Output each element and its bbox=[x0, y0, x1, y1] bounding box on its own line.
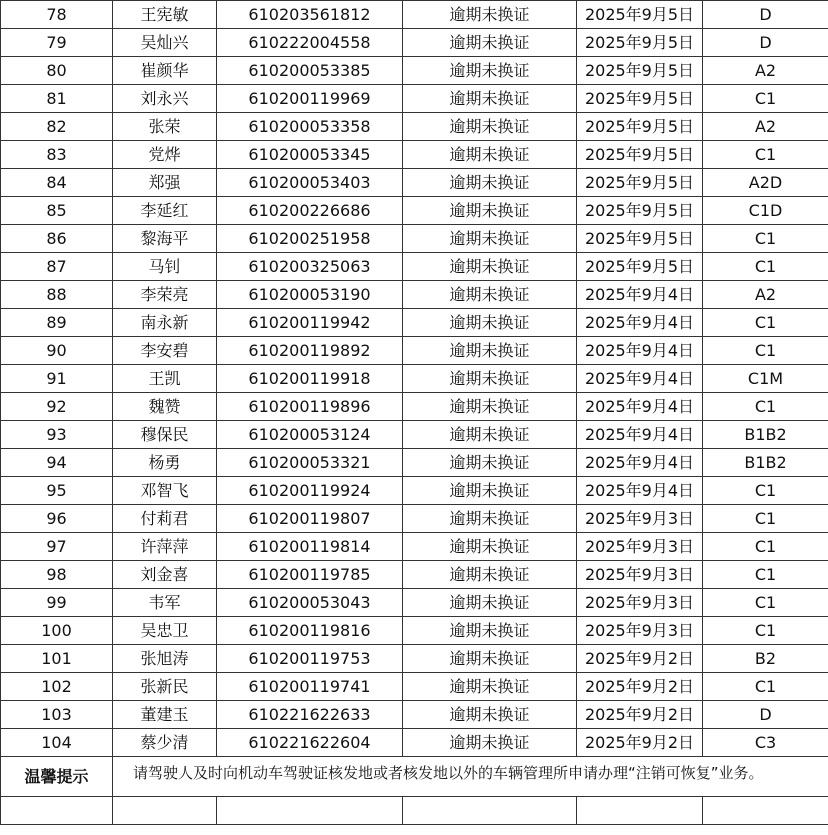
table-row bbox=[1, 421, 828, 449]
name-cell: 吴灿兴 bbox=[113, 29, 217, 57]
notice-title: 温馨提示 bbox=[1, 757, 113, 797]
vehicle-class-cell: A2D bbox=[703, 169, 828, 197]
license-number-cell: 610200119816 bbox=[217, 617, 403, 645]
table-row bbox=[1, 365, 828, 393]
license-number-cell: 610221622633 bbox=[217, 701, 403, 729]
table-row bbox=[1, 1, 828, 29]
table-row bbox=[1, 393, 828, 421]
vehicle-class-cell: C1 bbox=[703, 617, 828, 645]
status-cell: 逾期未换证 bbox=[403, 701, 577, 729]
table-row bbox=[1, 197, 828, 225]
date-cell: 2025年9月3日 bbox=[577, 617, 703, 645]
tail-cell bbox=[703, 797, 828, 825]
vehicle-class-cell: C1 bbox=[703, 533, 828, 561]
date-cell: 2025年9月2日 bbox=[577, 673, 703, 701]
table-row bbox=[1, 57, 828, 85]
date-cell: 2025年9月4日 bbox=[577, 477, 703, 505]
tail-cell bbox=[217, 797, 403, 825]
license-number-cell: 610200053043 bbox=[217, 589, 403, 617]
license-number-cell: 610200119918 bbox=[217, 365, 403, 393]
seq-cell: 91 bbox=[1, 365, 113, 393]
name-cell: 董建玉 bbox=[113, 701, 217, 729]
name-cell: 李荣亮 bbox=[113, 281, 217, 309]
table-row bbox=[1, 169, 828, 197]
status-cell: 逾期未换证 bbox=[403, 1, 577, 29]
status-cell: 逾期未换证 bbox=[403, 29, 577, 57]
table-row bbox=[1, 337, 828, 365]
status-cell: 逾期未换证 bbox=[403, 673, 577, 701]
name-cell: 南永新 bbox=[113, 309, 217, 337]
date-cell: 2025年9月5日 bbox=[577, 197, 703, 225]
vehicle-class-cell: B1B2 bbox=[703, 421, 828, 449]
date-cell: 2025年9月2日 bbox=[577, 729, 703, 757]
status-cell: 逾期未换证 bbox=[403, 57, 577, 85]
license-number-cell: 610200119814 bbox=[217, 533, 403, 561]
status-cell: 逾期未换证 bbox=[403, 85, 577, 113]
date-cell: 2025年9月4日 bbox=[577, 309, 703, 337]
table-row bbox=[1, 253, 828, 281]
date-cell: 2025年9月3日 bbox=[577, 561, 703, 589]
table-row bbox=[1, 589, 828, 617]
license-number-cell: 610200119924 bbox=[217, 477, 403, 505]
name-cell: 刘永兴 bbox=[113, 85, 217, 113]
name-cell: 付莉君 bbox=[113, 505, 217, 533]
license-number-cell: 610200119741 bbox=[217, 673, 403, 701]
name-cell: 杨勇 bbox=[113, 449, 217, 477]
date-cell: 2025年9月5日 bbox=[577, 29, 703, 57]
date-cell: 2025年9月5日 bbox=[577, 113, 703, 141]
license-number-cell: 610200119896 bbox=[217, 393, 403, 421]
seq-cell: 80 bbox=[1, 57, 113, 85]
name-cell: 张旭涛 bbox=[113, 645, 217, 673]
license-number-cell: 610200119753 bbox=[217, 645, 403, 673]
date-cell: 2025年9月3日 bbox=[577, 589, 703, 617]
license-number-cell: 610203561812 bbox=[217, 1, 403, 29]
seq-cell: 94 bbox=[1, 449, 113, 477]
vehicle-class-cell: D bbox=[703, 29, 828, 57]
name-cell: 李延红 bbox=[113, 197, 217, 225]
vehicle-class-cell: C1 bbox=[703, 253, 828, 281]
table-row bbox=[1, 645, 828, 673]
seq-cell: 92 bbox=[1, 393, 113, 421]
seq-cell: 78 bbox=[1, 1, 113, 29]
seq-cell: 79 bbox=[1, 29, 113, 57]
seq-cell: 90 bbox=[1, 337, 113, 365]
license-number-cell: 610200053321 bbox=[217, 449, 403, 477]
status-cell: 逾期未换证 bbox=[403, 449, 577, 477]
notice-body: 请驾驶人及时向机动车驾驶证核发地或者核发地以外的车辆管理所申请办理“注销可恢复”业务。 bbox=[133, 764, 764, 782]
seq-cell: 89 bbox=[1, 309, 113, 337]
license-number-cell: 610222004558 bbox=[217, 29, 403, 57]
name-cell: 王凯 bbox=[113, 365, 217, 393]
vehicle-class-cell: C1 bbox=[703, 85, 828, 113]
seq-cell: 103 bbox=[1, 701, 113, 729]
license-number-cell: 610200119942 bbox=[217, 309, 403, 337]
name-cell: 张新民 bbox=[113, 673, 217, 701]
table-row bbox=[1, 673, 828, 701]
vehicle-class-cell: C1 bbox=[703, 589, 828, 617]
status-cell: 逾期未换证 bbox=[403, 505, 577, 533]
table-row bbox=[1, 561, 828, 589]
license-number-cell: 610200053345 bbox=[217, 141, 403, 169]
notice-row bbox=[1, 757, 828, 797]
status-cell: 逾期未换证 bbox=[403, 589, 577, 617]
tail-cell bbox=[403, 797, 577, 825]
seq-cell: 82 bbox=[1, 113, 113, 141]
tail-cell bbox=[1, 797, 113, 825]
table-row bbox=[1, 85, 828, 113]
name-cell: 穆保民 bbox=[113, 421, 217, 449]
seq-cell: 101 bbox=[1, 645, 113, 673]
vehicle-class-cell: D bbox=[703, 1, 828, 29]
vehicle-class-cell: C1 bbox=[703, 561, 828, 589]
seq-cell: 87 bbox=[1, 253, 113, 281]
date-cell: 2025年9月2日 bbox=[577, 701, 703, 729]
name-cell: 李安碧 bbox=[113, 337, 217, 365]
status-cell: 逾期未换证 bbox=[403, 225, 577, 253]
license-number-cell: 610200325063 bbox=[217, 253, 403, 281]
table-row bbox=[1, 141, 828, 169]
license-number-cell: 610200119785 bbox=[217, 561, 403, 589]
date-cell: 2025年9月4日 bbox=[577, 337, 703, 365]
name-cell: 邓智飞 bbox=[113, 477, 217, 505]
vehicle-class-cell: C1D bbox=[703, 197, 828, 225]
date-cell: 2025年9月4日 bbox=[577, 421, 703, 449]
date-cell: 2025年9月4日 bbox=[577, 281, 703, 309]
name-cell: 许萍萍 bbox=[113, 533, 217, 561]
license-number-cell: 610200053385 bbox=[217, 57, 403, 85]
table-row bbox=[1, 505, 828, 533]
table-row bbox=[1, 113, 828, 141]
tail-row bbox=[1, 797, 828, 825]
vehicle-class-cell: A2 bbox=[703, 281, 828, 309]
table-row bbox=[1, 309, 828, 337]
seq-cell: 98 bbox=[1, 561, 113, 589]
date-cell: 2025年9月3日 bbox=[577, 505, 703, 533]
seq-cell: 93 bbox=[1, 421, 113, 449]
table-row bbox=[1, 281, 828, 309]
name-cell: 魏赞 bbox=[113, 393, 217, 421]
status-cell: 逾期未换证 bbox=[403, 365, 577, 393]
seq-cell: 102 bbox=[1, 673, 113, 701]
status-cell: 逾期未换证 bbox=[403, 337, 577, 365]
seq-cell: 84 bbox=[1, 169, 113, 197]
seq-cell: 83 bbox=[1, 141, 113, 169]
seq-cell: 97 bbox=[1, 533, 113, 561]
name-cell: 崔颜华 bbox=[113, 57, 217, 85]
name-cell: 郑强 bbox=[113, 169, 217, 197]
status-cell: 逾期未换证 bbox=[403, 617, 577, 645]
date-cell: 2025年9月5日 bbox=[577, 1, 703, 29]
status-cell: 逾期未换证 bbox=[403, 197, 577, 225]
name-cell: 张荣 bbox=[113, 113, 217, 141]
table-row bbox=[1, 617, 828, 645]
license-number-cell: 610221622604 bbox=[217, 729, 403, 757]
name-cell: 蔡少清 bbox=[113, 729, 217, 757]
date-cell: 2025年9月5日 bbox=[577, 141, 703, 169]
vehicle-class-cell: D bbox=[703, 701, 828, 729]
license-number-cell: 610200053358 bbox=[217, 113, 403, 141]
status-cell: 逾期未换证 bbox=[403, 253, 577, 281]
table-row bbox=[1, 225, 828, 253]
tail-cell bbox=[113, 797, 217, 825]
status-cell: 逾期未换证 bbox=[403, 421, 577, 449]
date-cell: 2025年9月5日 bbox=[577, 253, 703, 281]
table-row bbox=[1, 533, 828, 561]
vehicle-class-cell: C1M bbox=[703, 365, 828, 393]
date-cell: 2025年9月3日 bbox=[577, 533, 703, 561]
license-number-cell: 610200053124 bbox=[217, 421, 403, 449]
license-number-cell: 610200053403 bbox=[217, 169, 403, 197]
status-cell: 逾期未换证 bbox=[403, 729, 577, 757]
license-number-cell: 610200119969 bbox=[217, 85, 403, 113]
name-cell: 马钊 bbox=[113, 253, 217, 281]
date-cell: 2025年9月5日 bbox=[577, 169, 703, 197]
vehicle-class-cell: C1 bbox=[703, 505, 828, 533]
vehicle-class-cell: C1 bbox=[703, 393, 828, 421]
seq-cell: 104 bbox=[1, 729, 113, 757]
name-cell: 黎海平 bbox=[113, 225, 217, 253]
status-cell: 逾期未换证 bbox=[403, 113, 577, 141]
date-cell: 2025年9月2日 bbox=[577, 645, 703, 673]
status-cell: 逾期未换证 bbox=[403, 169, 577, 197]
vehicle-class-cell: C1 bbox=[703, 309, 828, 337]
seq-cell: 85 bbox=[1, 197, 113, 225]
name-cell: 吴忠卫 bbox=[113, 617, 217, 645]
license-number-cell: 610200226686 bbox=[217, 197, 403, 225]
tail-cell bbox=[577, 797, 703, 825]
status-cell: 逾期未换证 bbox=[403, 141, 577, 169]
seq-cell: 81 bbox=[1, 85, 113, 113]
vehicle-class-cell: A2 bbox=[703, 57, 828, 85]
license-number-cell: 610200119807 bbox=[217, 505, 403, 533]
vehicle-class-cell: C1 bbox=[703, 477, 828, 505]
date-cell: 2025年9月5日 bbox=[577, 225, 703, 253]
license-number-cell: 610200053190 bbox=[217, 281, 403, 309]
date-cell: 2025年9月4日 bbox=[577, 393, 703, 421]
vehicle-class-cell: C1 bbox=[703, 225, 828, 253]
date-cell: 2025年9月4日 bbox=[577, 365, 703, 393]
seq-cell: 86 bbox=[1, 225, 113, 253]
status-cell: 逾期未换证 bbox=[403, 561, 577, 589]
date-cell: 2025年9月5日 bbox=[577, 57, 703, 85]
vehicle-class-cell: B1B2 bbox=[703, 449, 828, 477]
status-cell: 逾期未换证 bbox=[403, 645, 577, 673]
seq-cell: 99 bbox=[1, 589, 113, 617]
status-cell: 逾期未换证 bbox=[403, 477, 577, 505]
vehicle-class-cell: A2 bbox=[703, 113, 828, 141]
date-cell: 2025年9月5日 bbox=[577, 85, 703, 113]
seq-cell: 100 bbox=[1, 617, 113, 645]
status-cell: 逾期未换证 bbox=[403, 309, 577, 337]
name-cell: 党烨 bbox=[113, 141, 217, 169]
table-row bbox=[1, 449, 828, 477]
name-cell: 韦军 bbox=[113, 589, 217, 617]
vehicle-class-cell: C3 bbox=[703, 729, 828, 757]
table-body bbox=[1, 1, 828, 757]
vehicle-class-cell: C1 bbox=[703, 337, 828, 365]
name-cell: 刘金喜 bbox=[113, 561, 217, 589]
name-cell: 王宪敏 bbox=[113, 1, 217, 29]
date-cell: 2025年9月4日 bbox=[577, 449, 703, 477]
status-cell: 逾期未换证 bbox=[403, 533, 577, 561]
status-cell: 逾期未换证 bbox=[403, 281, 577, 309]
seq-cell: 95 bbox=[1, 477, 113, 505]
table-row bbox=[1, 29, 828, 57]
license-number-cell: 610200119892 bbox=[217, 337, 403, 365]
seq-cell: 88 bbox=[1, 281, 113, 309]
table-row bbox=[1, 477, 828, 505]
vehicle-class-cell: C1 bbox=[703, 141, 828, 169]
vehicle-class-cell: C1 bbox=[703, 673, 828, 701]
license-number-cell: 610200251958 bbox=[217, 225, 403, 253]
vehicle-class-cell: B2 bbox=[703, 645, 828, 673]
status-cell: 逾期未换证 bbox=[403, 393, 577, 421]
seq-cell: 96 bbox=[1, 505, 113, 533]
table-row bbox=[1, 729, 828, 757]
notice-body-cell bbox=[113, 757, 828, 797]
table-row bbox=[1, 701, 828, 729]
